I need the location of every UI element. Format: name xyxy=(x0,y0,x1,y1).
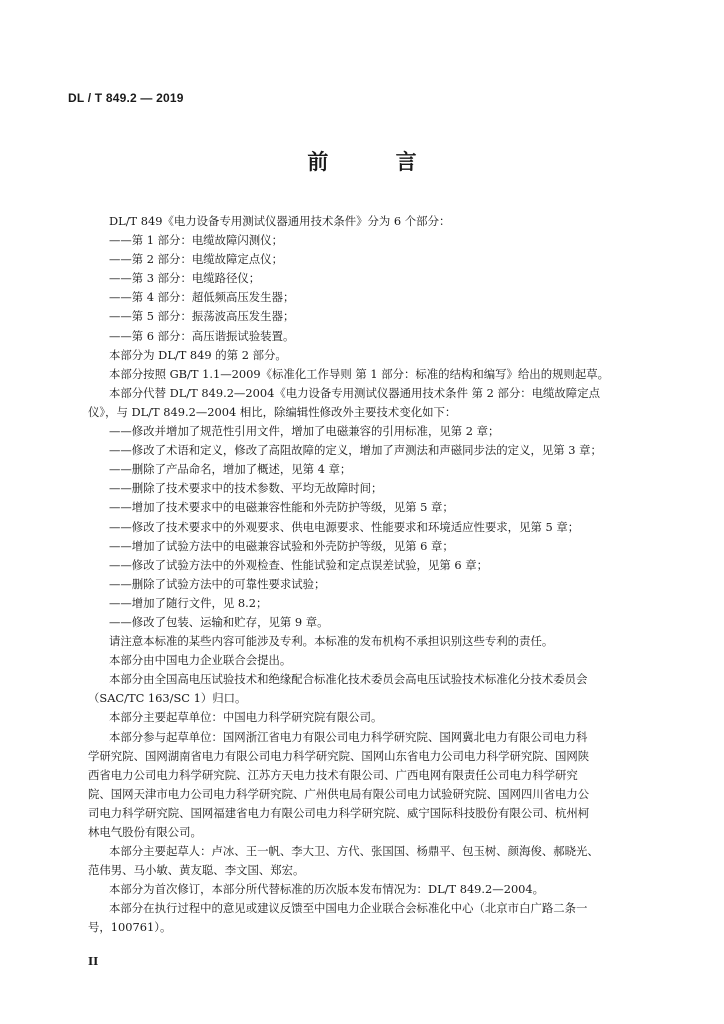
text-line: ——删除了技术要求中的技术参数、平均无故障时间； xyxy=(109,481,383,496)
text-line: 请注意本标准的某些内容可能涉及专利。本标准的发布机构不承担识别这些专利的责任。 xyxy=(109,634,554,649)
text-line: ——修改了试验方法中的外观检查、性能试验和定点误差试验，见第 6 章； xyxy=(109,557,488,572)
text-line: 本部分按照 GB/T 1.1—2009《标准化工作导则 第 1 部分：标准的结构和编写》给出的规则起草。 xyxy=(109,366,610,381)
text-line: ——删除了试验方法中的可靠性要求试验； xyxy=(109,576,326,591)
text-line: 号，100761）。 xyxy=(88,920,172,935)
text-line: 学研究院、国网湖南省电力有限公司电力科学研究院、国网山东省电力公司电力科学研究院、国网陕 xyxy=(88,748,590,763)
text-line: ——第 1 部分：电缆故障闪测仪； xyxy=(109,233,283,248)
text-line: 本部分代替 DL/T 849.2—2004《电力设备专用测试仪器通用技术条件 第 2 部分：电缆故障定点 xyxy=(109,385,600,400)
text-line: ——第 2 部分：电缆故障定点仪； xyxy=(109,252,283,267)
text-line: 仪》，与 DL/T 849.2—2004 相比，除编辑性修改外主要技术变化如下： xyxy=(88,404,457,419)
text-line: 林电气股份有限公司。 xyxy=(88,825,202,839)
text-line: 本部分主要起草单位：中国电力科学研究院有限公司。 xyxy=(109,710,383,725)
text-line: 本部分由中国电力企业联合会提出。 xyxy=(109,653,292,668)
page-title: 前 言 xyxy=(307,149,447,174)
text-line: DL/T 849《电力设备专用测试仪器通用技术条件》分为 6 个部分： xyxy=(109,214,451,228)
text-line: ——第 5 部分：振荡波高压发生器； xyxy=(109,309,295,324)
text-line: ——修改并增加了规范性引用文件，增加了电磁兼容的引用标准，见第 2 章； xyxy=(109,424,500,439)
text-line: （SAC/TC 163/SC 1）归口。 xyxy=(88,691,247,706)
text-line: ——增加了随行文件，见 8.2； xyxy=(109,595,268,610)
text-line: ——修改了包装、运输和贮存，见第 9 章。 xyxy=(109,614,329,629)
text-line: ——第 4 部分：超低频高压发生器； xyxy=(109,290,295,305)
text-line: ——增加了技术要求中的电磁兼容性能和外壳防护等级，见第 5 章； xyxy=(109,500,454,515)
text-line: ——修改了术语和定义，修改了高阻故障的定义，增加了声测法和声磁同步法的定义，见第 3 章； xyxy=(109,443,602,458)
page-number: II xyxy=(88,955,99,968)
text-line: ——修改了技术要求中的外观要求、供电电源要求、性能要求和环境适应性要求，见第 5 章； xyxy=(109,519,580,534)
text-line: 本部分为 DL/T 849 的第 2 部分。 xyxy=(109,347,287,362)
text-line: ——增加了试验方法中的电磁兼容试验和外壳防护等级，见第 6 章； xyxy=(109,538,454,553)
text-line: ——第 3 部分：电缆路径仪； xyxy=(109,271,261,286)
text-line: 西省电力公司电力科学研究院、江苏方天电力技术有限公司、广西电网有限责任公司电力科学研究 xyxy=(88,767,578,782)
text-line: 本部分主要起草人：卢冰、王一帆、李大卫、方代、张国国、杨鼎平、包玉树、颜海俊、郝晓光、 xyxy=(109,844,599,859)
text-line: 本部分由全国高电压试验技术和绝缘配合标准化技术委员会高电压试验技术标准化分技术委员会 xyxy=(109,672,588,687)
text-line: ——第 6 部分：高压谐振试验装置。 xyxy=(109,328,295,343)
text-line: 范伟男、马小敏、黄友聪、李文国、郑宏。 xyxy=(88,863,305,878)
standard-code: DL / T 849.2 — 2019 xyxy=(68,91,184,105)
text-line: 院、国网天津市电力公司电力科学研究院、广州供电局有限公司电力试验研究院、国网四川省电力公 xyxy=(88,786,590,801)
text-line: ——删除了产品命名，增加了概述，见第 4 章； xyxy=(109,462,352,477)
text-line: 本部分在执行过程中的意见或建议反馈至中国电力企业联合会标准化中心（北京市白广路二条一 xyxy=(109,901,588,916)
text-line: 本部分为首次修订，本部分所代替标准的历次版本发布情况为：DL/T 849.2—2004。 xyxy=(109,882,545,897)
text-line: 司电力科学研究院、国网福建省电力有限公司电力科学研究院、威宁国际科技股份有限公司、杭州柯 xyxy=(88,805,590,820)
text-line: 本部分参与起草单位：国网浙江省电力有限公司电力科学研究院、国网冀北电力有限公司电力科 xyxy=(109,729,588,744)
foreword-body xyxy=(88,212,658,938)
